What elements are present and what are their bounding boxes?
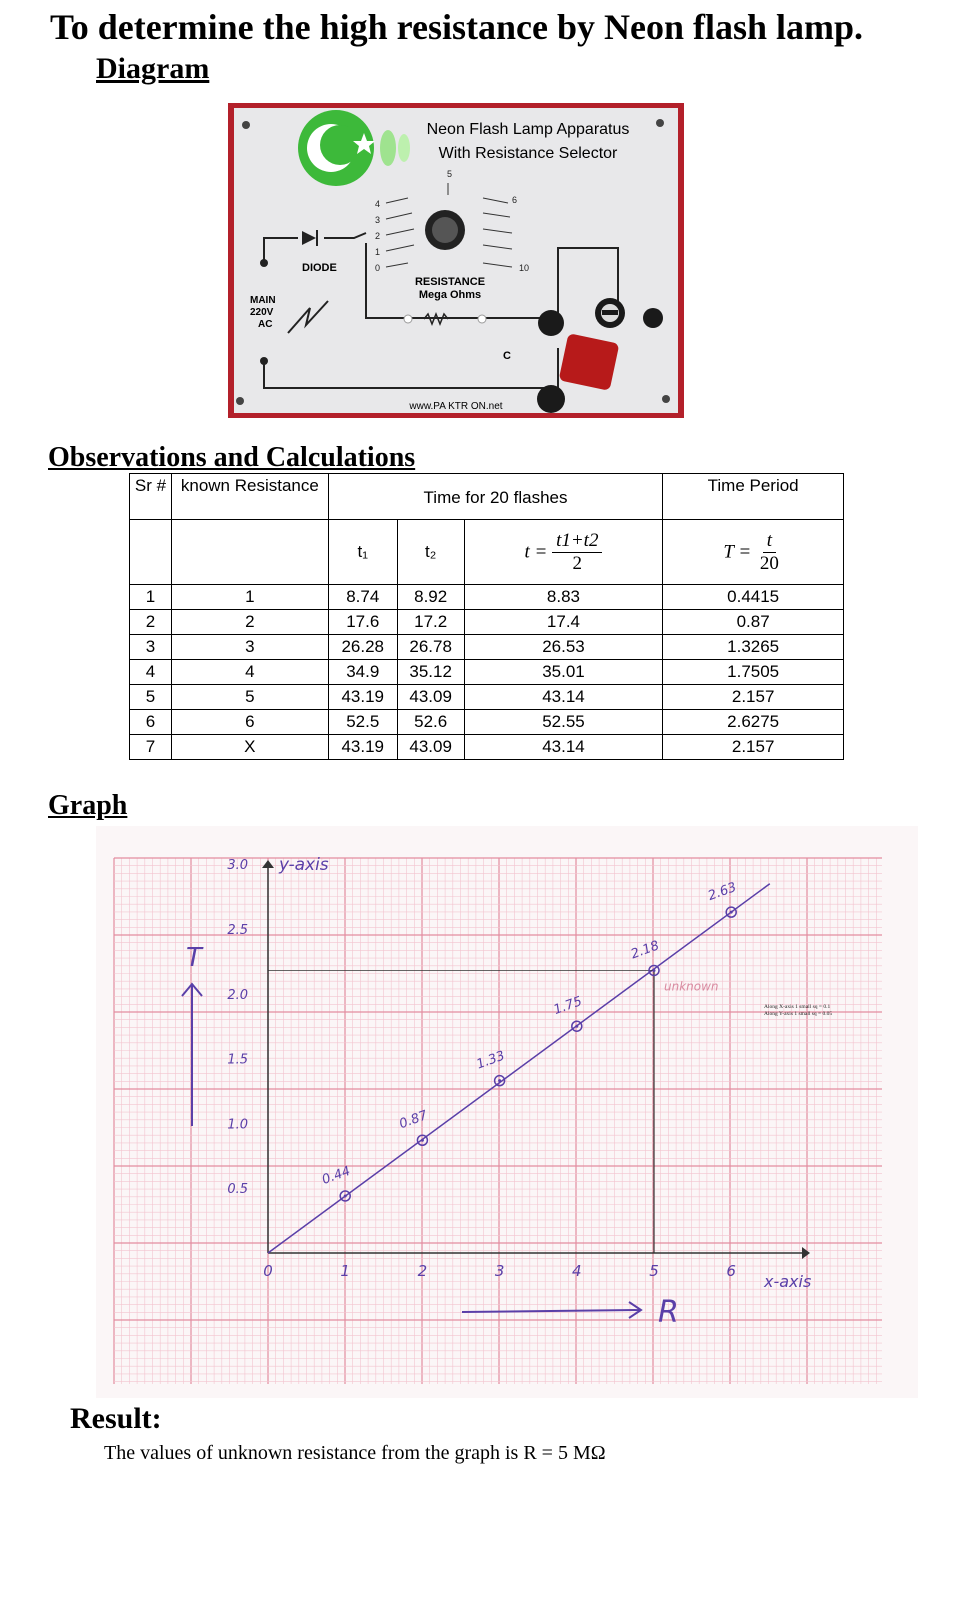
- data-label: 2.63: [706, 880, 739, 905]
- header-time-20-flashes: Time for 20 flashes: [328, 474, 663, 520]
- x-tick-label: 4: [572, 1262, 582, 1280]
- header-known-resistance: known Resistance: [171, 474, 328, 520]
- cell-sr: 2: [130, 610, 172, 635]
- terminal-icon: [643, 308, 663, 328]
- x-tick-label: 2: [417, 1262, 428, 1280]
- cell-r: 5: [171, 685, 328, 710]
- header-sr: Sr #: [130, 474, 172, 520]
- data-point-center: [421, 1139, 424, 1142]
- x-tick-label: 0: [263, 1262, 273, 1280]
- cell-t1: 43.19: [328, 735, 397, 760]
- cell-t2: 43.09: [397, 735, 464, 760]
- cell-T: 2.157: [663, 685, 844, 710]
- x-tick-label: 3: [494, 1262, 505, 1280]
- resistance-label: RESISTANCE: [414, 276, 486, 288]
- panel-title: Neon Flash Lamp Apparatus: [426, 121, 630, 138]
- cell-t1: 34.9: [328, 660, 397, 685]
- svg-text:6: 6: [512, 195, 518, 205]
- cell-t2: 26.78: [397, 635, 464, 660]
- svg-text:10: 10: [519, 263, 530, 273]
- y-tick-label: 1.5: [227, 1052, 248, 1068]
- screw-icon: [662, 395, 670, 403]
- formula-numerator: t: [763, 530, 776, 553]
- observations-heading: Observations and Calculations: [48, 442, 416, 473]
- cell-t2: 52.6: [397, 710, 464, 735]
- cell-t1: 26.28: [328, 635, 397, 660]
- data-label: 0.44: [320, 1163, 353, 1188]
- screw-icon: [242, 121, 250, 129]
- cell-t: 26.53: [464, 635, 663, 660]
- cell-r: X: [171, 735, 328, 760]
- graph-heading: Graph: [48, 790, 128, 821]
- cell-sr: 7: [130, 735, 172, 760]
- r-symbol: R: [658, 1295, 679, 1330]
- cell-T: 2.6275: [663, 710, 844, 735]
- cell-t1: 17.6: [328, 610, 397, 635]
- cell-r: 3: [171, 635, 328, 660]
- t-symbol: T: [186, 943, 202, 973]
- table-row: [130, 610, 844, 635]
- terminal-icon: [538, 310, 564, 336]
- resistance-unit-label: Mega Ohms: [418, 289, 482, 301]
- svg-text:AC: AC: [258, 319, 273, 330]
- formula-denominator: 20: [759, 552, 779, 574]
- result-heading: Result:: [70, 1402, 162, 1435]
- diode-label: DIODE: [302, 262, 337, 274]
- cell-t: 43.14: [464, 685, 663, 710]
- screw-icon: [656, 119, 664, 127]
- x-tick-label: 6: [726, 1262, 736, 1280]
- cell-t: 35.01: [464, 660, 663, 685]
- formula-denominator: 2: [572, 552, 582, 574]
- y-tick-label: 3.0: [227, 858, 248, 874]
- svg-text:5: 5: [447, 169, 453, 179]
- x-axis-text: x-axis: [764, 1272, 812, 1291]
- cell-sr: 5: [130, 685, 172, 710]
- unknown-label: unknown: [664, 979, 719, 994]
- cell-t2: 35.12: [397, 660, 464, 685]
- data-point-center: [498, 1079, 501, 1082]
- cell-sr: 6: [130, 710, 172, 735]
- cell-T: 1.7505: [663, 660, 844, 685]
- svg-text:4: 4: [375, 199, 381, 209]
- y-tick-label: 2.0: [227, 987, 248, 1003]
- y-axis-text: y-axis: [279, 855, 329, 875]
- subheader-mean-formula: [464, 520, 663, 585]
- formula-lhs: t =: [524, 541, 548, 562]
- svg-text:2: 2: [375, 231, 381, 241]
- cell-t2: 8.92: [397, 585, 464, 610]
- data-label: 1.75: [551, 994, 585, 1019]
- svg-text:0: 0: [375, 263, 381, 273]
- cell-t1: 52.5: [328, 710, 397, 735]
- formula-numerator: t1+t2: [552, 530, 602, 553]
- table-row: [130, 660, 844, 685]
- data-label: 2.18: [628, 938, 662, 963]
- data-point-center: [575, 1025, 578, 1028]
- cell-T: 0.4415: [663, 585, 844, 610]
- cell-r: 6: [171, 710, 328, 735]
- cell-T: 0.87: [663, 610, 844, 635]
- data-label: 1.33: [474, 1048, 507, 1073]
- screw-icon: [236, 397, 244, 405]
- cell-t: 17.4: [464, 610, 663, 635]
- scale-note: Along X-axis 1 small sq = 0.1: [764, 1004, 831, 1010]
- cell-t: 43.14: [464, 735, 663, 760]
- subheader-blank: [171, 520, 328, 585]
- table-row: [130, 585, 844, 610]
- header-time-period: Time Period: [663, 474, 844, 520]
- cell-t: 8.83: [464, 585, 663, 610]
- x-tick-label: 5: [649, 1262, 659, 1280]
- svg-text:220V: 220V: [250, 307, 274, 318]
- panel-subtitle: With Resistance Selector: [438, 145, 618, 162]
- cell-r: 1: [171, 585, 328, 610]
- x-tick-label: 1: [340, 1262, 350, 1280]
- svg-text:3: 3: [375, 215, 381, 225]
- cell-r: 2: [171, 610, 328, 635]
- cell-t1: 8.74: [328, 585, 397, 610]
- table-row: [130, 685, 844, 710]
- subheader-t2: t₂: [397, 520, 464, 585]
- observations-table: [129, 473, 844, 760]
- subheader-blank: [130, 520, 172, 585]
- graph-paper: [96, 826, 918, 1398]
- cell-t2: 43.09: [397, 685, 464, 710]
- cell-r: 4: [171, 660, 328, 685]
- formula-lhs: T =: [723, 541, 752, 562]
- table-header-row: [130, 474, 844, 520]
- website-label: www.PA KTR ON.net: [409, 401, 503, 412]
- cell-t1: 43.19: [328, 685, 397, 710]
- apparatus-photo: [228, 103, 684, 418]
- table-subheader-row: [130, 520, 844, 585]
- data-point-center: [730, 911, 733, 914]
- svg-text:1: 1: [375, 247, 381, 257]
- cell-T: 2.157: [663, 735, 844, 760]
- subheader-period-formula: [663, 520, 844, 585]
- cell-t: 52.55: [464, 710, 663, 735]
- diagram-heading: Diagram: [96, 52, 210, 85]
- cell-t2: 17.2: [397, 610, 464, 635]
- data-point-center: [344, 1194, 347, 1197]
- data-point-center: [653, 969, 656, 972]
- y-tick-label: 1.0: [227, 1117, 248, 1133]
- page-title: To determine the high resistance by Neon flash lamp.: [50, 7, 864, 47]
- table-row: [130, 635, 844, 660]
- cell-T: 1.3265: [663, 635, 844, 660]
- capacitor-label: C: [503, 350, 511, 362]
- terminal-icon: [537, 385, 565, 413]
- subheader-t1: t₁: [328, 520, 397, 585]
- svg-text:MAIN: MAIN: [250, 295, 276, 306]
- y-tick-label: 2.5: [227, 923, 248, 938]
- cell-sr: 3: [130, 635, 172, 660]
- table-row: [130, 735, 844, 760]
- scale-note: Along Y-axis 1 small sq = 0.05: [764, 1011, 833, 1017]
- result-text: The values of unknown resistance from the graph is R = 5 MΩ: [104, 1442, 606, 1464]
- cell-sr: 1: [130, 585, 172, 610]
- y-tick-label: 0.5: [227, 1182, 248, 1198]
- data-label: 0.87: [397, 1108, 430, 1133]
- cell-sr: 4: [130, 660, 172, 685]
- table-row: [130, 710, 844, 735]
